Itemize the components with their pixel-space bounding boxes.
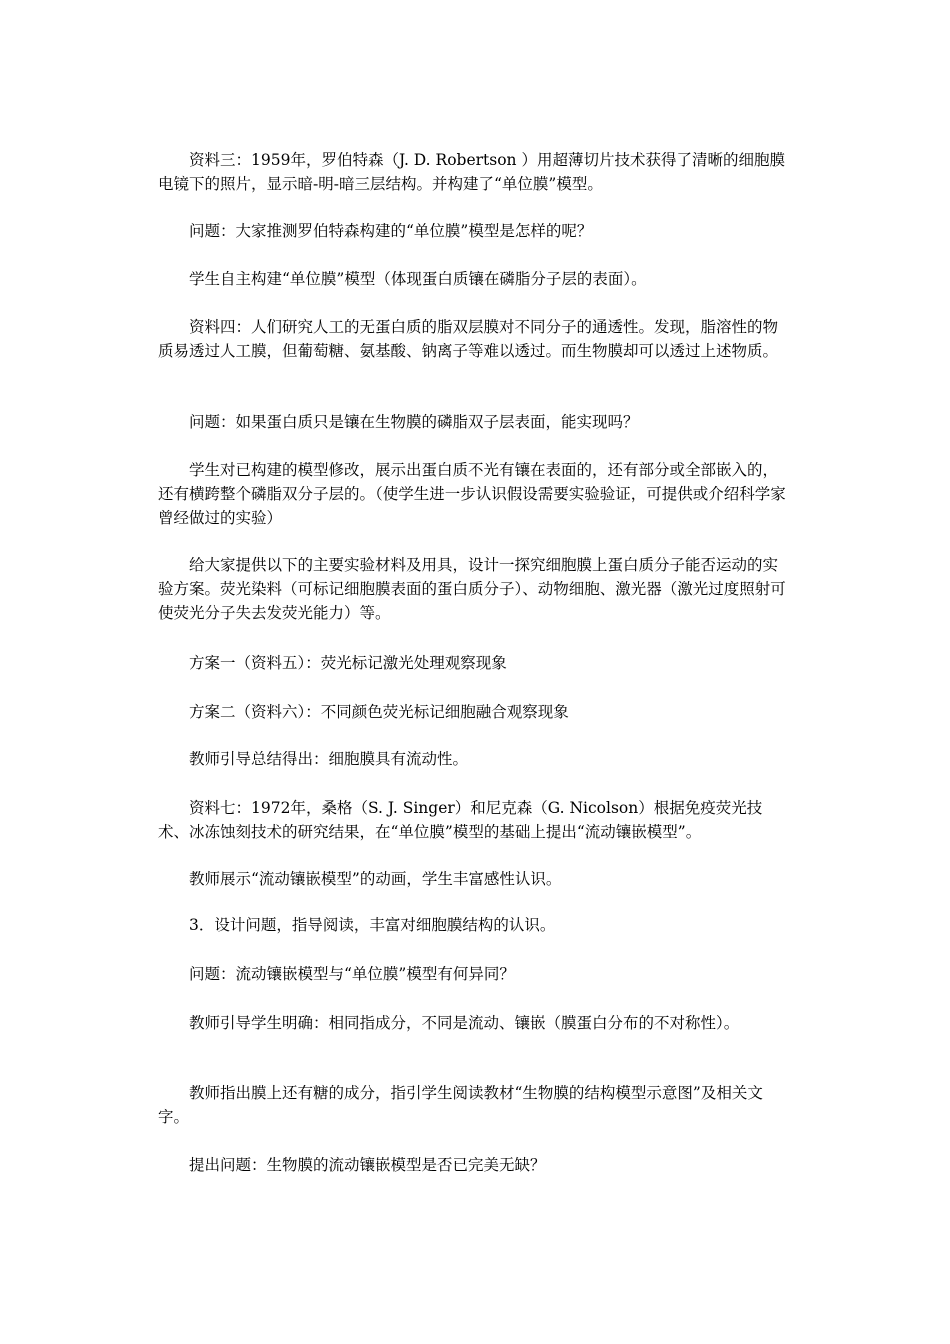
paragraph-teacher-guide: 教师引导学生明确：相同指成分，不同是流动、镶嵌（膜蛋白分布的不对称性）。 — [189, 1014, 740, 1032]
paragraph-material-four: 资料四：人们研究人工的无蛋白质的脂双层膜对不同分子的通透性。发现，脂溶性的物质易透过人工膜，但葡萄糖、氨基酸、钠离子等难以透过。而生物膜却可以透过上述物质。 — [158, 318, 779, 360]
paragraph-section-three: 3．设计问题，指导阅读，丰富对细胞膜结构的认识。 — [189, 916, 556, 934]
paragraph-question-protein-surface: 问题：如果蛋白质只是镶在生物膜的磷脂双子层表面，能实现吗？ — [189, 413, 639, 431]
paragraph-final-question: 提出问题：生物膜的流动镶嵌模型是否已完美无缺？ — [189, 1156, 546, 1174]
paragraph-experiment-materials: 给大家提供以下的主要实验材料及用具，设计一探究细胞膜上蛋白质分子能否运动的实验方案。荧光染料（可标记细胞膜表面的蛋白质分子）、动物细胞、激光器（激光过度照射可使荧光分子失去发荧光能力）等。 — [158, 556, 786, 622]
paragraph-student-modify-model: 学生对已构建的模型修改，展示出蛋白质不光有镶在表面的，还有部分或全部嵌入的，还有横跨整个磷脂双分子层的。（使学生进一步认识假设需要实验验证，可提供或介绍科学家曾经做过的实验） — [158, 461, 786, 527]
paragraph-material-seven: 资料七：1972年，桑格（S. J. Singer）和尼克森（G. Nicolson）根据免疫荧光技术、冰冻蚀刻技术的研究结果，在“单位膜”模型的基础上提出“流动镶嵌模型”。 — [158, 799, 763, 841]
paragraph-question-comparison: 问题：流动镶嵌模型与“单位膜”模型有何异同？ — [189, 965, 515, 983]
paragraph-teacher-animation: 教师展示“流动镶嵌模型”的动画，学生丰富感性认识。 — [189, 870, 562, 888]
paragraph-student-build-model: 学生自主构建“单位膜”模型（体现蛋白质镶在磷脂分子层的表面）。 — [189, 270, 647, 288]
paragraph-plan-one: 方案一（资料五）：荧光标记激光处理观察现象 — [189, 654, 507, 672]
paragraph-question-unit-membrane: 问题：大家推测罗伯特森构建的“单位膜”模型是怎样的呢？ — [189, 222, 593, 240]
paragraph-teacher-summary: 教师引导总结得出：细胞膜具有流动性。 — [189, 750, 469, 768]
paragraph-plan-two: 方案二（资料六）：不同颜色荧光标记细胞融合观察现象 — [189, 703, 569, 721]
paragraph-material-three: 资料三：1959年，罗伯特森（J. D. Robertson ）用超薄切片技术获得了清晰的细胞膜电镜下的照片，显示暗-明-暗三层结构。并构建了“单位膜”模型。 — [158, 151, 785, 193]
paragraph-teacher-sugar: 教师指出膜上还有糖的成分，指引学生阅读教材“生物膜的结构模型示意图”及相关文字。 — [158, 1084, 763, 1126]
